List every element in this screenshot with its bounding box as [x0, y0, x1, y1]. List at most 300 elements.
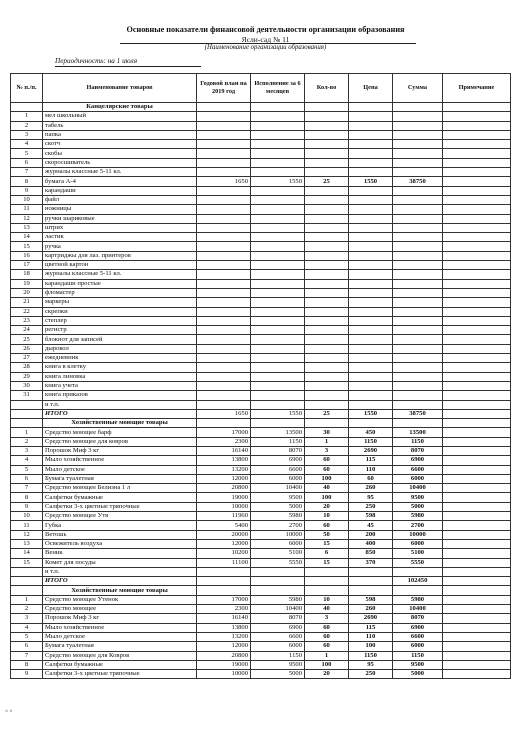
table-row [11, 632, 511, 641]
table-cell [443, 530, 511, 539]
total-row [11, 409, 511, 418]
table-cell [393, 205, 443, 214]
section-cell-empty [11, 103, 43, 112]
table-cell: 5000 [393, 502, 443, 511]
table-cell: Губка [43, 521, 197, 530]
table-cell [305, 242, 349, 251]
section-cell-empty [197, 419, 251, 428]
table-cell: 6000 [251, 474, 305, 483]
table-cell: 15 [305, 539, 349, 548]
table-cell: 2 [11, 437, 43, 446]
table-cell [305, 270, 349, 279]
table-cell: 6 [11, 158, 43, 167]
table-cell [11, 400, 43, 409]
table-cell [349, 149, 393, 158]
table-cell: ИТОГО [43, 409, 197, 418]
table-cell [251, 344, 305, 353]
table-row [11, 233, 511, 242]
table-cell: Мыло детское [43, 465, 197, 474]
table-cell: 18 [11, 270, 43, 279]
table-cell [197, 130, 251, 139]
table-cell [443, 372, 511, 381]
table-cell: Мыло хозяйственное [43, 456, 197, 465]
table-cell [197, 223, 251, 232]
table-cell [443, 539, 511, 548]
table-cell [349, 112, 393, 121]
table-cell [443, 335, 511, 344]
section-cell-empty [251, 103, 305, 112]
table-cell [251, 242, 305, 251]
table-cell [349, 391, 393, 400]
table-cell: 5980 [393, 595, 443, 604]
table-cell: 25 [305, 409, 349, 418]
table-row [11, 270, 511, 279]
table-cell: 23 [11, 316, 43, 325]
table-cell [443, 670, 511, 679]
table-cell: 30 [11, 381, 43, 390]
table-cell: книга учета [43, 381, 197, 390]
table-cell [393, 186, 443, 195]
table-cell [305, 121, 349, 130]
table-cell [349, 335, 393, 344]
total-row [11, 577, 511, 586]
table-cell [251, 288, 305, 297]
table-cell: 3 [305, 446, 349, 455]
table-cell [305, 363, 349, 372]
table-cell: 60 [305, 623, 349, 632]
table-cell [443, 474, 511, 483]
table-cell: 10000 [393, 530, 443, 539]
table-row [11, 493, 511, 502]
table-cell: Освежитель воздуха [43, 539, 197, 548]
table-cell: 3 [305, 614, 349, 623]
table-row [11, 112, 511, 121]
table-cell [197, 391, 251, 400]
table-cell [251, 158, 305, 167]
table-cell: 10 [305, 512, 349, 521]
section-cell-empty [305, 419, 349, 428]
table-cell: 11 [11, 521, 43, 530]
table-cell [443, 437, 511, 446]
table-cell [393, 391, 443, 400]
table-cell [197, 288, 251, 297]
table-cell [393, 363, 443, 372]
table-cell [393, 400, 443, 409]
table-cell [197, 149, 251, 158]
table-cell: 10 [11, 195, 43, 204]
table-row [11, 130, 511, 139]
table-cell [251, 307, 305, 316]
table-row [11, 651, 511, 660]
table-cell [443, 354, 511, 363]
table-row [11, 307, 511, 316]
table-cell [197, 316, 251, 325]
table-cell [305, 316, 349, 325]
table-cell [349, 344, 393, 353]
table-cell [443, 409, 511, 418]
section-cell-empty [11, 419, 43, 428]
table-cell: скобы [43, 149, 197, 158]
col-header-quantity: Кол-во [305, 74, 349, 103]
table-cell [305, 251, 349, 260]
table-cell: 11 [11, 205, 43, 214]
table-cell [251, 279, 305, 288]
table-cell: Средство моющее барф [43, 428, 197, 437]
table-cell [443, 521, 511, 530]
table-cell [251, 391, 305, 400]
col-header-number: № п./п. [11, 74, 43, 103]
table-row [11, 363, 511, 372]
table-cell [349, 279, 393, 288]
table-cell: 250 [349, 670, 393, 679]
table-cell: 17 [11, 261, 43, 270]
section-cell-empty [251, 419, 305, 428]
table-cell: 15 [11, 558, 43, 567]
table-cell: 1650 [197, 409, 251, 418]
table-cell: 8 [11, 660, 43, 669]
table-cell [443, 158, 511, 167]
table-cell: Средство моющее для ковров [43, 437, 197, 446]
table-cell [251, 149, 305, 158]
table-cell: Порошок Миф 3 кг [43, 446, 197, 455]
table-cell: 1 [305, 437, 349, 446]
table-cell: 1550 [251, 177, 305, 186]
table-cell: бумага А-4 [43, 177, 197, 186]
table-cell: 2300 [197, 437, 251, 446]
table-cell [305, 577, 349, 586]
table-cell [443, 381, 511, 390]
table-cell [251, 233, 305, 242]
table-cell [393, 298, 443, 307]
table-cell [443, 567, 511, 576]
table-cell [197, 344, 251, 353]
table-cell: 13 [11, 223, 43, 232]
table-cell: 13500 [251, 428, 305, 437]
table-cell: 21 [11, 298, 43, 307]
table-cell [393, 214, 443, 223]
table-cell [443, 363, 511, 372]
table-cell: картриджы для лаз. принтеров [43, 251, 197, 260]
table-cell [349, 214, 393, 223]
table-cell [251, 316, 305, 325]
table-row [11, 149, 511, 158]
table-cell [197, 112, 251, 121]
table-cell [349, 372, 393, 381]
table-cell [349, 223, 393, 232]
table-cell [251, 186, 305, 195]
table-cell [393, 168, 443, 177]
table-cell [251, 261, 305, 270]
table-cell: 1 [305, 651, 349, 660]
table-row [11, 642, 511, 651]
table-cell: Салфетки бумажные [43, 660, 197, 669]
table-cell: ручки шариковые [43, 214, 197, 223]
table-cell: 2700 [251, 521, 305, 530]
table-cell: 3 [11, 446, 43, 455]
table-cell: 29 [11, 372, 43, 381]
table-cell: 4 [11, 456, 43, 465]
table-row [11, 623, 511, 632]
table-row [11, 140, 511, 149]
table-cell [251, 223, 305, 232]
table-cell [251, 354, 305, 363]
table-cell: 12 [11, 214, 43, 223]
table-cell: 6000 [393, 539, 443, 548]
table-cell: ежедневник [43, 354, 197, 363]
table-row [11, 465, 511, 474]
table-cell: 13200 [197, 465, 251, 474]
table-cell [197, 567, 251, 576]
table-cell: 5980 [251, 595, 305, 604]
table-row [11, 400, 511, 409]
section-cell-empty [197, 103, 251, 112]
section-cell-empty [393, 586, 443, 595]
table-cell: 20 [305, 502, 349, 511]
table-cell [393, 326, 443, 335]
table-cell: 19 [11, 279, 43, 288]
table-cell: 20 [11, 288, 43, 297]
table-cell [393, 270, 443, 279]
table-cell: Бумага туалетная [43, 474, 197, 483]
section-title: Канцелярские товары [43, 103, 197, 112]
table-cell: 16 [11, 251, 43, 260]
table-cell [443, 233, 511, 242]
table-cell: 5100 [393, 549, 443, 558]
table-cell: 9500 [251, 660, 305, 669]
table-cell: 9500 [251, 493, 305, 502]
table-cell: 598 [349, 512, 393, 521]
table-cell: 1550 [349, 409, 393, 418]
table-cell: 10400 [251, 605, 305, 614]
table-cell: 1 [11, 595, 43, 604]
table-cell: степлер [43, 316, 197, 325]
table-cell [443, 186, 511, 195]
table-cell [305, 112, 349, 121]
table-cell: 12000 [197, 642, 251, 651]
table-cell: 1150 [349, 651, 393, 660]
table-row [11, 530, 511, 539]
table-cell: 6600 [251, 632, 305, 641]
table-cell: 25 [305, 177, 349, 186]
table-cell: 8070 [393, 614, 443, 623]
table-cell [443, 140, 511, 149]
table-cell: мел школьный [43, 112, 197, 121]
table-cell: 6000 [393, 642, 443, 651]
table-cell: Салфетки бумажные [43, 493, 197, 502]
table-cell [251, 168, 305, 177]
table-cell [197, 214, 251, 223]
table-cell: 27 [11, 354, 43, 363]
table-cell: карандаши [43, 186, 197, 195]
table-cell: 12000 [197, 474, 251, 483]
table-cell: журналы классные 5-11 кл. [43, 168, 197, 177]
financial-table [10, 73, 511, 679]
table-cell [197, 400, 251, 409]
table-cell: 28 [11, 363, 43, 372]
table-cell [197, 195, 251, 204]
table-cell: 19000 [197, 493, 251, 502]
table-cell: Бумага туалетная [43, 642, 197, 651]
table-cell [443, 512, 511, 521]
table-cell: 3 [11, 130, 43, 139]
table-row [11, 223, 511, 232]
table-cell [443, 577, 511, 586]
table-cell [443, 428, 511, 437]
table-row [11, 512, 511, 521]
table-cell: 10 [305, 595, 349, 604]
table-cell: 19000 [197, 660, 251, 669]
section-title: Хозяйственные моющие товары [43, 586, 197, 595]
table-cell [393, 242, 443, 251]
table-cell: 2300 [197, 605, 251, 614]
periodicity-underline [55, 66, 201, 67]
table-cell: 6000 [251, 539, 305, 548]
table-cell [305, 195, 349, 204]
table-cell [443, 391, 511, 400]
table-cell: ластик [43, 233, 197, 242]
table-cell: Ветошь [43, 530, 197, 539]
table-cell [443, 344, 511, 353]
section-cell-empty [251, 586, 305, 595]
table-cell: 60 [349, 474, 393, 483]
table-cell: 38750 [393, 177, 443, 186]
table-cell: 60 [305, 642, 349, 651]
table-cell: 7 [11, 651, 43, 660]
table-cell [443, 288, 511, 297]
table-cell: книга в клетку [43, 363, 197, 372]
table-cell [349, 326, 393, 335]
table-cell [349, 261, 393, 270]
table-row [11, 214, 511, 223]
table-cell [443, 465, 511, 474]
table-cell [349, 233, 393, 242]
table-cell [393, 261, 443, 270]
col-header-note: Примечание [443, 74, 511, 103]
table-row [11, 391, 511, 400]
table-cell [349, 400, 393, 409]
table-cell: 5 [11, 465, 43, 474]
table-cell [349, 195, 393, 204]
table-cell: 6600 [393, 632, 443, 641]
table-cell: 20 [305, 670, 349, 679]
table-cell: 400 [349, 539, 393, 548]
table-cell [443, 623, 511, 632]
table-cell [349, 158, 393, 167]
table-cell [251, 121, 305, 130]
table-cell: 102450 [393, 577, 443, 586]
table-cell [305, 168, 349, 177]
table-row [11, 567, 511, 576]
table-cell [443, 298, 511, 307]
table-cell: 9 [11, 670, 43, 679]
table-cell: 60 [305, 456, 349, 465]
table-cell [443, 326, 511, 335]
table-cell: регистр [43, 326, 197, 335]
table-cell: 1150 [251, 437, 305, 446]
table-cell: 95 [349, 493, 393, 502]
table-cell [305, 279, 349, 288]
table-cell [393, 251, 443, 260]
table-cell: 7 [11, 484, 43, 493]
table-cell: и т.п. [43, 567, 197, 576]
table-cell [11, 577, 43, 586]
table-cell [443, 456, 511, 465]
table-cell [443, 130, 511, 139]
table-cell: 850 [349, 549, 393, 558]
table-cell: цветной картон [43, 261, 197, 270]
table-body [11, 103, 511, 679]
table-cell: 5000 [251, 670, 305, 679]
table-cell [443, 502, 511, 511]
table-cell: 598 [349, 595, 393, 604]
table-cell: книга приказов [43, 391, 197, 400]
table-cell: 20000 [197, 530, 251, 539]
table-cell: 5400 [197, 521, 251, 530]
table-cell: 8070 [251, 446, 305, 455]
table-cell: 9500 [393, 493, 443, 502]
table-cell [251, 130, 305, 139]
table-cell: 38750 [393, 409, 443, 418]
table-cell: 100 [305, 493, 349, 502]
table-cell: 60 [305, 632, 349, 641]
table-cell [349, 381, 393, 390]
table-cell: 7 [11, 168, 43, 177]
table-cell: Средство моющее Утя [43, 512, 197, 521]
table-cell [443, 632, 511, 641]
table-cell: фломастер [43, 288, 197, 297]
table-cell: 6000 [393, 474, 443, 483]
table-cell: скотч [43, 140, 197, 149]
table-cell [251, 298, 305, 307]
table-row [11, 446, 511, 455]
table-cell: 6900 [393, 623, 443, 632]
section-cell-empty [305, 586, 349, 595]
table-cell: 1150 [393, 651, 443, 660]
table-cell: 13800 [197, 456, 251, 465]
table-cell: 13 [11, 539, 43, 548]
table-row [11, 279, 511, 288]
table-cell: 6900 [393, 456, 443, 465]
table-cell: 16140 [197, 614, 251, 623]
table-cell [197, 261, 251, 270]
table-cell: 20800 [197, 651, 251, 660]
table-cell: 5550 [251, 558, 305, 567]
table-cell [305, 158, 349, 167]
table-cell: 10400 [393, 605, 443, 614]
table-row [11, 605, 511, 614]
table-row [11, 177, 511, 186]
table-cell [393, 279, 443, 288]
table-cell: 22 [11, 307, 43, 316]
table-cell: 13800 [197, 623, 251, 632]
section-cell-empty [393, 419, 443, 428]
table-cell: 100 [349, 642, 393, 651]
table-cell [349, 121, 393, 130]
table-cell: штрих [43, 223, 197, 232]
table-cell: 9500 [393, 660, 443, 669]
table-cell: папка [43, 130, 197, 139]
table-cell [443, 400, 511, 409]
table-cell: 8070 [393, 446, 443, 455]
table-cell: 14 [11, 233, 43, 242]
table-cell: 95 [349, 660, 393, 669]
table-cell: скоросшиватель [43, 158, 197, 167]
table-cell [349, 270, 393, 279]
table-cell [197, 307, 251, 316]
table-cell [197, 298, 251, 307]
table-cell: Мыло хозяйственное [43, 623, 197, 632]
table-cell: 2690 [349, 614, 393, 623]
